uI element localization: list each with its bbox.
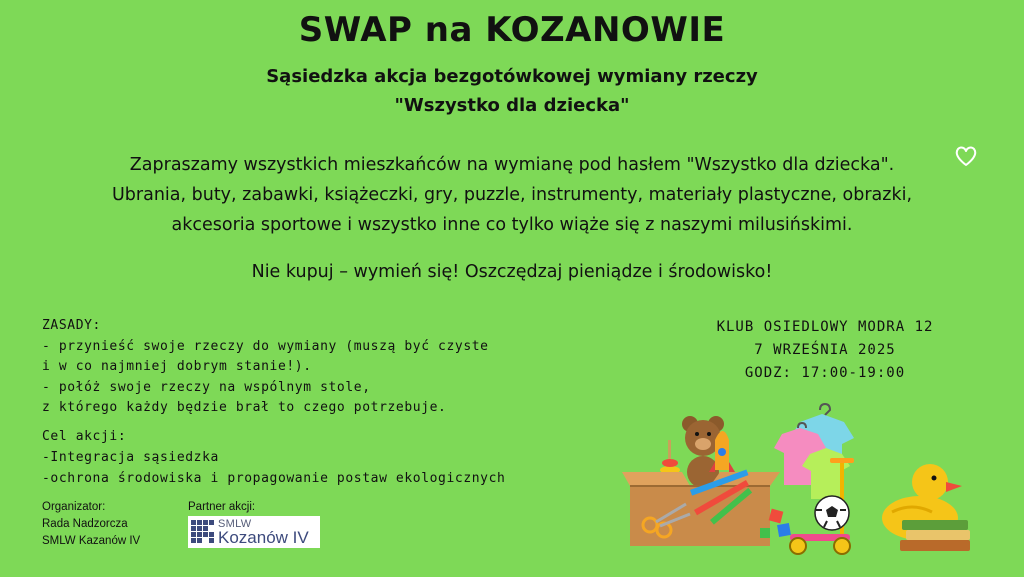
- goals-section: [42, 426, 505, 489]
- invitation-line: Ubrania, buty, zabawki, książeczki, gry, puzzle, instrumenty, materiały plastyczne, obrazki,: [111, 185, 913, 205]
- toys-illustration: [620, 400, 980, 564]
- event-date: 7 WRZEŚNIA 2025: [754, 342, 896, 358]
- rules-line: - przynieść swoje rzeczy do wymiany (muszą być czyste: [42, 338, 489, 354]
- rules-line: i w co najmniej dobrym stanie!).: [42, 359, 312, 374]
- invitation-text: [40, 150, 984, 240]
- invitation-line: Zapraszamy wszystkich mieszkańców na wymianę pod hasłem "Wszystko dla dziecka".: [129, 155, 895, 175]
- partner-label: Partner akcji:: [188, 501, 256, 513]
- event-venue: KLUB OSIEDLOWY MODRA 12: [716, 319, 934, 335]
- goals-line: -ochrona środowiska i propagowanie postaw ekologicznych: [42, 471, 506, 486]
- rules-heading: ZASADY:: [42, 318, 101, 333]
- books-icon: [900, 520, 970, 551]
- event-title: SWAP na KOZANOWIE: [298, 10, 726, 50]
- logo-text-top: SMLW: [218, 518, 252, 530]
- slogan: Nie kupuj – wymień się! Oszczędzaj pieniądze i środowisko!: [251, 262, 773, 282]
- event-details: [620, 316, 1024, 385]
- logo-text-bottom: Kozanów IV: [218, 528, 309, 547]
- rules-line: z którego każdy będzie brał to czego potrzebuje.: [42, 400, 447, 415]
- event-time: GODZ: 17:00-19:00: [744, 365, 906, 381]
- rules-line: - połóż swoje rzeczy na wspólnym stole,: [42, 379, 371, 395]
- subtitle-line-1: Sąsiedzka akcja bezgotówkowej wymiany rzeczy: [266, 66, 758, 87]
- goals-heading: Cel akcji:: [42, 429, 127, 444]
- goals-line: -Integracja sąsiedzka: [42, 450, 219, 465]
- invitation-line: akcesoria sportowe i wszystko inne co tylko wiąże się z naszymi milusińskimi.: [171, 215, 853, 235]
- organizer-block: [42, 499, 140, 550]
- organizer-name: Rada Nadzorcza: [42, 518, 128, 530]
- rules-section: [42, 316, 489, 419]
- logo-grid-icon: [191, 520, 215, 544]
- soccer-ball-icon: [815, 496, 849, 530]
- organizer-name: SMLW Kazanów IV: [42, 535, 141, 547]
- partner-logo: [188, 516, 320, 548]
- subtitle-line-2: "Wszystko dla dziecka": [394, 95, 630, 116]
- organizer-label: Organizator:: [42, 501, 106, 513]
